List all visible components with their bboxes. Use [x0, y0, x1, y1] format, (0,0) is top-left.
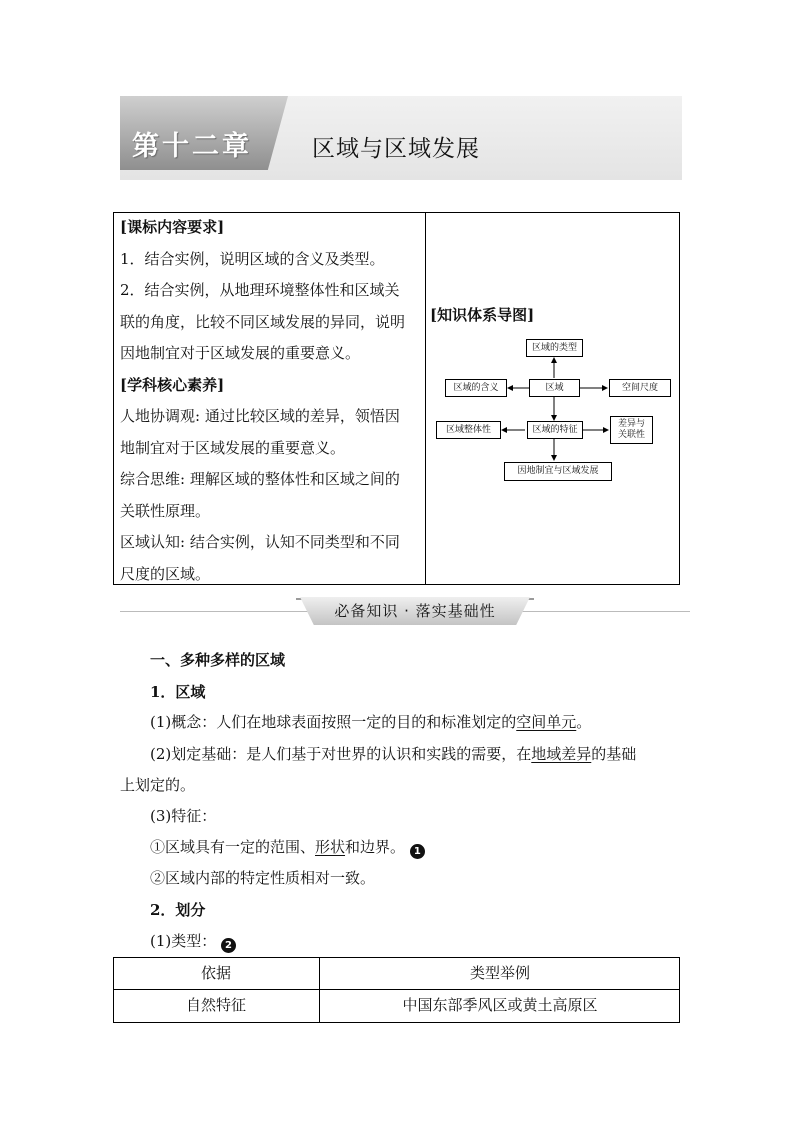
table-header-examples: 类型举例 [469, 964, 530, 982]
node-types: 区域的类型 [526, 339, 583, 357]
table-header-basis: 依据 [200, 964, 231, 982]
node-diff [610, 416, 653, 444]
features-heading: (3)特征： [150, 807, 217, 825]
basis-text: (2)划定基础：是人们基于对世界的认识和实践的需要，在 [150, 745, 532, 763]
concept-keyword: 空间单元 [516, 713, 577, 731]
feature-1 [150, 836, 425, 859]
types-label: (1)类型： [150, 932, 217, 950]
section-title: 必备知识 · 落实基础性 [334, 602, 496, 620]
node-features: 区域的特征 [527, 421, 583, 439]
node-diff-line: 关联性 [617, 430, 645, 440]
outline-left-column [120, 212, 420, 590]
chapter-title: 区域与区域发展 [312, 136, 480, 162]
concept-end: 。 [576, 713, 592, 731]
literacy-line: 尺度的区域。 [120, 564, 211, 583]
table-cell-example: 中国东部季风区或黄土高原区 [402, 996, 598, 1014]
requirement-line: 联的角度，比较不同区域发展的异同，说明 [120, 312, 406, 331]
basis-keyword: 地域差异 [531, 745, 592, 763]
requirement-line: 因地制宜对于区域发展的重要意义。 [120, 344, 361, 362]
note-marker-2[interactable]: 2 [221, 938, 236, 953]
subheading-division: 2．划分 [150, 901, 206, 919]
types-table-row-rule [113, 989, 680, 990]
concept-text: (1)概念：人们在地球表面按照一定的目的和标准划定的 [150, 713, 517, 731]
outline-divider [425, 212, 426, 585]
requirement-line: 2．结合实例，从地理环境整体性和区域关 [120, 281, 400, 299]
node-scale: 空间尺度 [609, 379, 671, 397]
chapter-label: 第十二章 [132, 131, 252, 162]
literacy-line: 地制宜对于区域发展的重要意义。 [120, 438, 346, 457]
node-region: 区域 [529, 379, 580, 397]
requirements-heading: [课标内容要求] [120, 218, 225, 236]
node-diff-line: 差异与 [617, 419, 645, 429]
subheading-region: 1．区域 [150, 683, 206, 701]
note-marker-1[interactable]: 1 [410, 844, 425, 859]
feature-1-keyword: 形状 [315, 838, 346, 856]
literacy-line: 关联性原理。 [120, 501, 211, 520]
concept-line [150, 711, 591, 732]
literacy-heading: [学科核心素养] [120, 375, 225, 394]
literacy-line: 人地协调观: 通过比较区域的差异，领悟因 [120, 407, 400, 425]
feature-1-end: 和边界。 [345, 838, 406, 856]
table-cell-basis: 自然特征 [185, 996, 246, 1014]
basis-end: 的基础 [591, 745, 637, 763]
heading-diverse-regions: 一、多种多样的区域 [150, 651, 286, 669]
knowledge-map [430, 330, 678, 490]
feature-1-text: ①区域具有一定的范围、 [150, 838, 316, 856]
literacy-line: 综合思维: 理解区域的整体性和区域之间的 [120, 470, 400, 488]
basis-continuation: 上划定的。 [120, 776, 196, 794]
node-develop: 因地制宜与区域发展 [504, 462, 612, 481]
literacy-line: 区域认知: 结合实例，认知不同类型和不同 [120, 533, 400, 551]
basis-line [150, 743, 636, 764]
node-whole: 区域整体性 [436, 421, 501, 439]
types-line [150, 930, 236, 953]
map-heading: [知识体系导图] [430, 306, 535, 324]
feature-2: ②区域内部的特定性质相对一致。 [150, 869, 376, 887]
node-meaning: 区域的含义 [445, 379, 507, 397]
requirement-line: 1．结合实例，说明区域的含义及类型。 [120, 249, 385, 268]
